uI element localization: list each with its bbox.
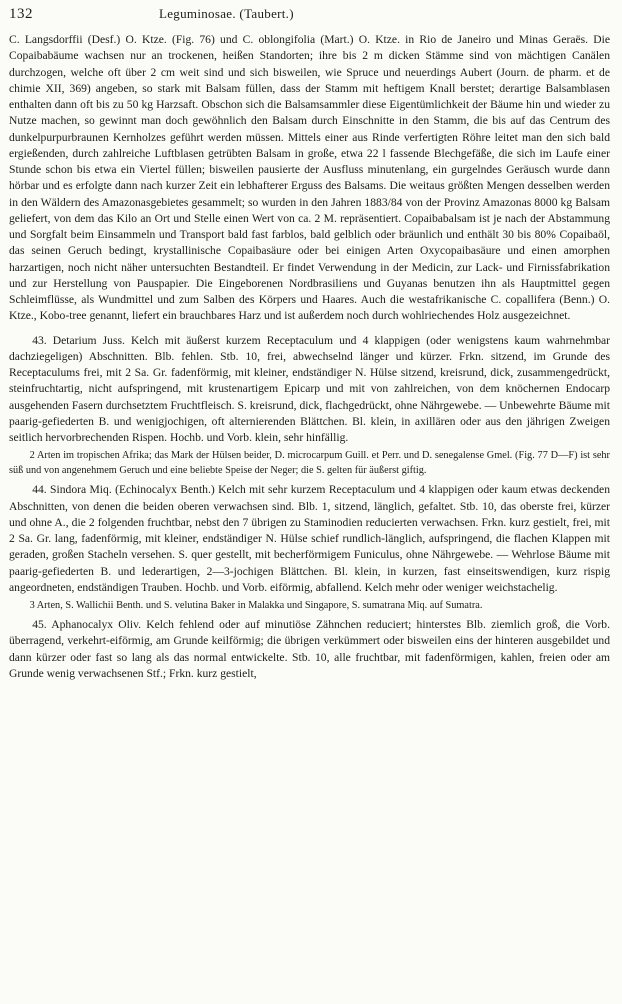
genus-45-aphanocalyx: 45. Aphanocalyx Oliv. Kelch fehlend oder auf minutiöse Zähnchen reduciert; hinterstes Blb. ziemlich groß, die Vorb. überragend, verkehrt-eiförmig, am Grunde keilförmig; die übrigen verkümmert oder bisweilen eins der hinteren ausgebildet und dann kürzer oder fast so lang als das normal entwickelte. Stb. 10, alle fruchtbar, mit fadenförmigen, kahlen, freien oder am Grunde wenig verwachsenen Stf.; Frkn. kurz gestielt, <box>9 618 610 680</box>
genus-44-species-note: 3 Arten, S. Wallichii Benth. und S. velutina Baker in Malakka und Singapore, S. sumatrana Miq. auf Sumatra. <box>29 600 483 611</box>
running-title: Leguminosae. (Taubert.) <box>159 6 294 21</box>
genus-43-detarium: 43. Detarium Juss. Kelch mit äußerst kurzem Receptaculum und 4 klappigen (oder wenigstens kaum wahrnehmbar dachziegeligen) Abschnitten. Blb. fehlen. Stb. 10, frei, abwechselnd länger und kürzer. Frkn. sitzend, im Grunde des Receptaculums frei, mit 2 Sa. Gr. fadenförmig, mit kleiner, endständiger N. Hülse sitzend, kreisrund, dick, zusammengedrückt, steinfruchtartig, nicht aufspringend, mit krustenartigem Epicarp und mit von zahlreichen, von dem knöchernen Endocarp ausgehenden Fasern durchsetztem Fruchtfleisch. S. kreisrund, dick, flachgedrückt, ohne Nährgewebe. — Unbewehrte Bäume mit paarig-gefiederten B. und wenigjochigen, oft alternierenden Blättchen. Bl. klein, in axillären oder aus den jährigen Zweigen seitlich hervorbrechenden Rispen. Hochb. und Vorb. klein, sehr hinfällig. <box>9 333 610 444</box>
genus-44-sindora: 44. Sindora Miq. (Echinocalyx Benth.) Kelch mit sehr kurzem Receptaculum und 4 klappigen oder kaum etwas deckenden Abschnitten, von denen die beiden oberen verwachsen sind. Blb. 1, sitzend, länglich, gefaltet. Stb. 10, das oberste frei, kürzer und ohne A., die 2 folgenden fruchtbar, nebst den 7 übrigen zu Staminodien reducierten verwachsen. Frkn. kurz gestielt, frei, mit 2 Sa. Gr. lang, fadenförmig, mit kleiner, endständiger N. Hülse schief rundlich-länglich, aufspringend, die flachen Klappen mit geraden, großen Stacheln versehen. S. quer gestellt, mit becherförmigem Funiculus, ohne Nährgewebe. — Wehrlose Bäume mit paarig-gefiederten B. und lederartigen, 2—3-jochigen Blättchen. Bl. klein, in kurzen, fast einseitswendigen, kurz rispig angeordneten, endständigen Trauben. Hochb. und Vorb. eiförmig, abfallend. Kelch mehr oder weniger weichstachelig. <box>9 483 610 594</box>
page-number: 132 <box>9 6 33 22</box>
page-header <box>9 6 610 32</box>
copaiba-paragraph: C. Langsdorffii (Desf.) O. Ktze. (Fig. 76) und C. oblongifolia (Mart.) O. Ktze. in Rio de Janeiro und Minas Geraës. Die Copaibabäume wachsen nur an trockenen, heißen Standorten; ihre bis 2 m dicken Stämme sind von mächtigen Canälen durchzogen, welche oft über 2 cm weit sind und sich bisweilen, wie Spruce und neuerdings Aubert (Journ. de pharm. et de chimie XII, 369) angeben, so stark mit Balsam füllen, dass der Stamm mit heftigem Knall berstet; derartige Balsamblasen enthalten dann oft bis zu 50 kg Harzsaft. Obschon sich die Balsamsammler diese Eigentümlichkeit der Bäume hin und wieder zu Nutze machen, so gewinnt man doch gewöhnlich den Balsam durch Einschnitte in den Stamm, die bis auf das Centrum des dunkelpurpurbraunen Kernholzes geführt werden müssen. Mittels einer aus Rinde verfertigten Röhre leitet man den sich bald ergießenden, durch zahlreiche Luftblasen getrübten Balsam in große, etwa 22 l fassende Blechgefäße, die sich im Laufe einer Stunde schon bis etwa ein Viertel füllen; bisweilen pausierte der Ausfluss minutenlang, ein gurgelndes Geräusch wurde dann hörbar und es erfolgte dann nach kurzer Zeit ein lebhafterer Erguss des Balsams. Die weitaus größten Mengen desselben werden in den Wäldern des Amazonasgebietes gesammelt; so wurden in den Jahren 1883/84 von der Provinz Amazonas 8000 kg Balsam geliefert, von dem das Kilo an Ort und Stelle einen Wert von ca. 2 M. repräsentiert. Copaibabalsam ist je nach der Abstammung und Sorgfalt beim Einsammeln und Transport bald fast farblos, bald gelblich oder bräunlich und enthält 30 bis 80% Copaibaöl, das seinen Geruch bedingt, krystallinische Copaibasäure oder bei einigen Arten Oxycopaibasäure und einen amorphen harzartigen, noch nicht näher untersuchten Bestandteil. Er findet Verwendung in der Medicin, zur Lack- und Firnissfabrikation und zur Herstellung von Pauspapier. Die Eingeborenen Nordbrasiliens und Guyanas benutzen ihn als Hauptmittel gegen Schleimflüsse, als Wundmittel und zum Salben des Körpers und Haares. Auch die westafrikanische C. copallifera (Benn.) O. Ktze., Kobo-tree genannt, liefert ein brauchbares Harz und ist außerdem noch durch wohlriechendes Holz ausgezeichnet. <box>9 33 610 323</box>
genus-43-species-note: 2 Arten im tropischen Afrika; das Mark der Hülsen beider, D. microcarpum Guill. et Perr. und D. senegalense Gmel. (Fig. 77 D—F) ist sehr süß und von angenehmem Geruch und eine beliebte Speise der Neger; die S. gelten für äußerst giftig. <box>9 450 610 477</box>
